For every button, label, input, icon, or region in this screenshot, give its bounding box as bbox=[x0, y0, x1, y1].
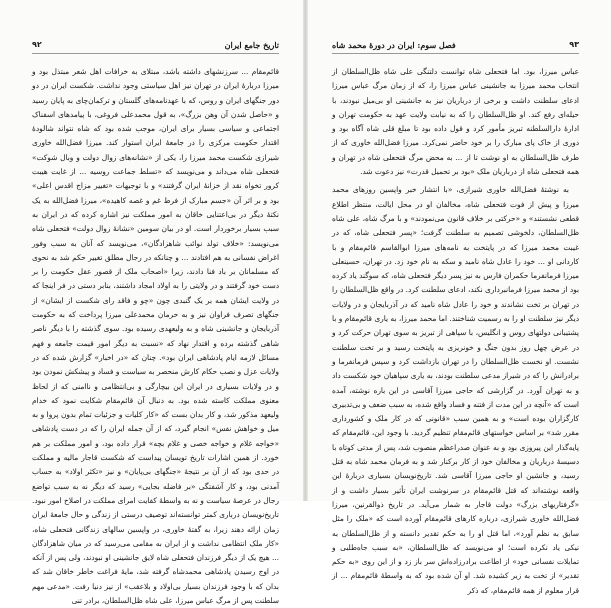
right-paragraph: عباس میرزا، بود. اما فتحعلی شاه توانست دلتنگی علی شاه ظل‌السلطان از انتخاب محمد میرزا به جانشینی عباس میرزا را، که از زمان مرگ عباس میرزا ادعای سلطنت داشت و برخی از درباریان نیز به جانشینی او بی‌میل نبودند، با حیله‌ای رفع کند. او ظل‌السلطان را که به نیابت ولایت عهد به حکومت تهران و ادارهٔ دارالسلطنه تبریز مأمور کرد و قول داده بود تا مبلغ قلی شاه آگاه بود و دوری از خاک پای مبارک را بر خود حاضر نمی‌کرد. میرزا فضل‌الله خاوری که از طرف ظل‌السلطان به او نوشت تا از ... به محض مرگ فتحعلی شاه در تهران و همه فتحعلی شاه از درباریان ملک «بود بر تحمیل قدرت» نیز دعوت شد. bbox=[332, 67, 579, 177]
left-running-title: تاریخ جامع ایران bbox=[224, 40, 279, 50]
left-page-number: ۹۲ bbox=[32, 40, 42, 49]
right-page-header bbox=[332, 40, 579, 54]
right-page bbox=[308, 0, 611, 595]
right-page-body bbox=[332, 65, 579, 598]
left-paragraph: قائم‌مقام ... سرزنشهای داشته باشد، مبتلای به خرافات اهل شعر مبتذل بود و میرزا دربارهٔ ایران در تهران نیز اهل سیاستی وجود نداشت. شکست ایران در دو دور جنگهای ایران و روس، که با عهدنامه‌های گلستان و ترکمان‌چای به پایان رسید و «حاصل شدن آن وهن بزرگ»، به قول محمدعلی فروغی، با پیامدهای اسفناک اجتماعی و سیاسی بسیار برای ایران، موجب شده بود که شاه نتواند شالودهٔ اقتدار حکومت مرکزی را در جامعهٔ ایران استوار کند. میرزا فضل‌الله خاوری شیرازی شکست محمد میرزا را، یکی از «نشانه‌های زوال دولت و وبال شوکت» فتحعلی شاه می‌داند و می‌نویسد که «تسلط جماعت روسیه ... از غایت هیبت کرور تخواه نقد از خزانهٔ ایران گرفتند» و با توجیهات «تغییر مزاج اقدس اعلی» بود و بر اثر آن «جسم مبارک از فرط غم و غصه کاهیده»، میرزا فضل‌الله به یک نکتهٔ دیگر در بی‌اعتنایی خاقان به امور مملکت نیز اشاره کرده که در ایران به سبب بسیار برخوردار است. او در بیان سومین «نشانهٔ زوال دولت» فتحعلی شاه می‌نویسد: «خلاف تولد نوائب شاهزادگان»، می‌نویسد که آنان به سبب وفور اغراض نفسانی به هم افتادند ... و چنانکه در رجال مطلق تغییر حکم شد به نحوی که مسلمانان بر باد فنا دادند، زیرا «اصحاب ملک از قصور عقل حکومت را بر دست خود گرفتند و در ولایتی را به اولاد امجاد داشتند، بنابر دستی در فر اینجا که در ولایت ایشان همه بر یک گنبدی چون «چو و فاقد رای شکست از ایشان» از جنگهای تصرف فراوان نیز و به حرمان محمدعلی میرزا پرداخت که به حکومت آذربایجان و جانشینی شاه و به ولیعهدی رسیده بود. سوی گذشته را با دیگر ناصر شاهی گذشته برده و اقتدار نهاد که «نسبت به دیگر امور قیمت جامعه و فهم مسائل لازمه ایام پادشاهی ایران بود». چنان که «در اخبار» گزارش شده که در ولایات عزل و نصب حکام کارش منحصر به سیاست و فساد و پیشکش نمودن بود و در ولایات بسیاری در ایران این بیچارگی و بی‌انتظامی و ناامنی که از لحاظ معنوی مملکت کاسته شده بود. به دنبال آن قائم‌مقام شکایت نمود که خدام ولیعهد مذکور شد، و کار بدان بست که «کار کلیات و جزئیات تمام بدون پروا و به میل و خواهش نفس» انجام گیرد، که از آن جمله ایران را که در دست پادشاهی «خواجه غلام و خواجه خصی و غلام بچه» قرار داده بود، و امور مملکت بر هم خورد. از همین اشارات تاریخ تویسان پیداست که شکست قاجار مالیه و مملکت در حدی بود که از آن بر نتیجهٔ «جنگهای بی‌پایان» و نیز «تکثر اولاد» به حساب آمدنی بود، و کار آشفتگی «بر فاضله بجایی» رسید که دیگر نه به سبب تواضع رجال در عرصهٔ سیاست و نه به واسطهٔ کفایت امرای مملکت در اصلاح امور نبود. تاریخ‌نویسان درباری کمتر توانسته‌اند توصیف درستی از زندگی و حال جامعهٔ ایران زمان ارائه دهند زیرا، به گفتهٔ خاوری، در واپسین سالهای زندگانی فتحعلی شاه، «کار ملک انتظامی نداشت و از ایران به مقامی می‌رسید که در میان شاهزادگان ... هیچ یک از دیگر فرزندان فتحعلی شاه لایق جانشینی او نبودند، ولی پس از آنکه در اوج رسیدن پادشاهی محمدشاه گرفته شد، مایهٔ فراغت خاطر خاقان شد که بدان که با وجود فرزندان بسیار بی‌اولاد و بلاعقب» از نیز دنیا رفت. «مدعی مهم سلطنت پس از مرگ عباس میرزا، علی شاه ظل‌السلطان، برادر تنی bbox=[32, 67, 279, 605]
right-page-number: ۹۳ bbox=[569, 40, 579, 49]
left-page-body bbox=[32, 65, 279, 608]
left-page bbox=[0, 0, 303, 605]
left-page-header bbox=[32, 40, 279, 54]
right-running-title: فصل سوم: ایران در دورهٔ محمد شاه bbox=[332, 40, 456, 50]
right-paragraph: به نوشتهٔ فضل‌الله خاوری شیرازی، «با انتشار خبر واپسین روزهای محمد میرزا و پیش از فوت فتحعلی شاه، مخالفان او در محل ایالت، منتظر اطلاع قطعی نشستند» و «حرکتی بر خلاف قانون می‌نمودند» و با مرگ شاه، علی شاه ظل‌السلطان، دلخوشی تصمیم به سلطنت گرفت؛ «پسر فتحعلی شاه، که در غیبت محمد میرزا که در پایتخت به نامه‌های میرزا ابوالقاسم قائم‌مقام و با کاردانی او ... خود را عادل شاه نامید و سکه به نام خود زد. در تهران، حسینعلی میرزا فرمانفرما حکمران فارس به نیز پسر دیگر فتحعلی شاه، که سوگند یاد کرده بود از محمد میرزا فرمانبرداری نکند، ادعای سلطنت کرد. در واقع ظل‌السلطان را در تهران بر تخت نشاندند و خود را عادل شاه نامید که در آذربایجان و در ولایات دیگر نیز سلطنت او را به رسمیت شناختند. اما محمد میرزا، به یاری قائم‌مقام و با پشتیبانی دولتهای روس و انگلیس، با سپاهی از تبریز به سوی تهران حرکت کرد و در عرض چهل روز بدون جنگ و خونریزی به پایتخت رسید و بر تخت سلطنت نشست. او نخست ظل‌السلطان را در تهران بازداشت کرد و سپس فرمانفرما و برادرانش را که در شیراز مدعی سلطنت بودند، به یاری سپاهیان خود شکست داد و به تهران آورد. در گزارشی که حاجی میرزا آقاسی در این باره نوشته، آمده است که «آنچه در این مدت از فتنه و فساد واقع شده، به سبب ضعف و بی‌تدبیری کارگزاران بوده است» و به همین سبب «قانونی که در کار ملک و کشورداری مقرر شد» بر اساس خواستهای قائم‌مقام تنظیم گردید. با وجود این، قائم‌مقام که پایه‌گذار این پیروزی بود و به عنوان صدراعظم منصوب شد، پس از مدتی کوتاه با دسیسهٔ درباریان و مخالفان خود از کار برکنار شد و به فرمان محمد شاه به قتل رسید، و جانشین او حاجی میرزا آقاسی شد. تاریخ‌نویسان بسیاری دربارهٔ این واقعه نوشته‌اند که قتل قائم‌مقام در سرنوشت ایران تأثیر بسیار داشت و از «گرفتاریهای بزرگ» دولت قاجار به شمار می‌آید. در تاریخ ذوالقرنین، میرزا فضل‌الله خاوری شیرازی، درباره کارهای قائم‌مقام آورده است که «ملک را مثل سابق به نظم آورد»، اما قتل او را به حکم تقدیر دانسته و از ظل‌السلطان به نیکی یاد نکرده است؛ او می‌نویسد که ظل‌السلطان، «به سبب جاه‌طلبی و تمایلات نفسانی خود» از اطاعت برادرزاده‌اش سر باز زد و از این روی «به حکم تقدیر» از تخت به زیر کشیده شد. او آن شده بود که به واسطهٔ قائم‌مقام ... از قرار معلوم از همه قائم‌مقام، که ذکر bbox=[332, 185, 579, 595]
